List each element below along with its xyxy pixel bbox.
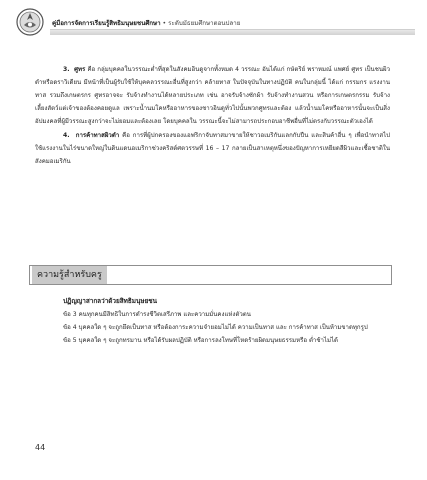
list-item: ข้อ 5 บุคคลใด ๆ จะถูกทรมาน หรือได้รับผลปฏิบัติ หรือการลงโทษที่โหดร้ายผิดมนุษยธรรมหรือ ต่ำช้าไม่ได้ bbox=[63, 337, 338, 344]
page-number: 44 bbox=[35, 443, 46, 452]
list-item: ข้อ 4 บุคคลใด ๆ จะถูกยึดเป็นทาส หรือต้องการะความจำยอมไม่ได้ ความเป็นทาส และ การค้าทาส เป็นห้ามขาดทุกรูป bbox=[63, 324, 368, 331]
paragraph-sudra: 3. ศูทร คือ กลุ่มบุคคลในวรรณะต่ำที่สุดในสังคมอินดูจากทั้งหมด 4 วรรณะ อันได้แก่ กษัตริย์ พราหมณ์ แพศย์ ศูทร เป็นชนผิวดำหรือดราวิเดียน มีหน้าที่เป็นผู้รับใช้ให้บุคคลวรรณะอื่นที่สูงกว่า คล้ายทาส ในปัจจุบันในทางปฏิบัติ คนในกลุ่มนี้ ได้แก่ กรรมกร แรงงาน ทาส รวมถึงเกษตรกร ศูทรอาจจะ รับจ้างทำงานได้หลายประเภท เช่น อาจรับจ้างซักผ้า รับจ้างทำงานสวน หรือการเกษตรกรรม รับจ้าง เลี้ยงสัตว์แต่เจ้าของต้องคอยดูแล เพราะน้ำนมโคหรืออาหารของชาวอินดูทั่วไปนั้นพวกศูทรและต้อง แล้วน้ำนมโคหรืออาหารนั้นจะเป็นสิ่งอัปมงคลที่ผู้มีวรรณะสูงกว่าจะไม่ยอมและต้องเลย โดยบุคคลใน วรรณะนี้จะไม่สามารถประกอบอาชีพอื่นที่ไม่ตรงกับวรรณะตัวเองได้ bbox=[35, 66, 390, 125]
list-item: ข้อ 3 คนทุกคนมีสิทธิในการดำรงชีวิตเสรีภาพ และความมั่นคงแห่งตัวตน bbox=[63, 311, 251, 318]
main-text bbox=[35, 63, 390, 168]
teacher-knowledge bbox=[35, 295, 390, 347]
paragraph-slave-trade: 4. การค้าทาสผิวดำ คือ การที่ผู้ปกครองของแอฟริกาจับทาสมาขายให้ชาวอเมริกันแลกกับปืน และสินค้าอื่น ๆ เพื่อนำทาสไปใช้แรงงานในไร่ขนาดใหญ่ในดินแดนอเมริกาช่วงคริสต์ศตวรรษที่ 16 – 17 กลายเป็นสาเหตุหนึ่งของปัญหาการเหยียดสีผิวและเชื้อชาติในสังคมอเมริกัน bbox=[35, 132, 390, 165]
header-rule bbox=[50, 29, 415, 35]
header-title: คู่มือการจัดการเรียนรู้สิทธิมนุษยชนศึกษา • ระดับมัธยมศึกษาตอนปลาย bbox=[52, 20, 241, 27]
section-title: ความรู้สำหรับครู bbox=[32, 266, 107, 284]
emblem-logo bbox=[16, 8, 44, 36]
page-header bbox=[16, 8, 414, 38]
subheading: ปฏิญญาสากลว่าด้วยสิทธิมนุษยชน bbox=[63, 297, 158, 305]
